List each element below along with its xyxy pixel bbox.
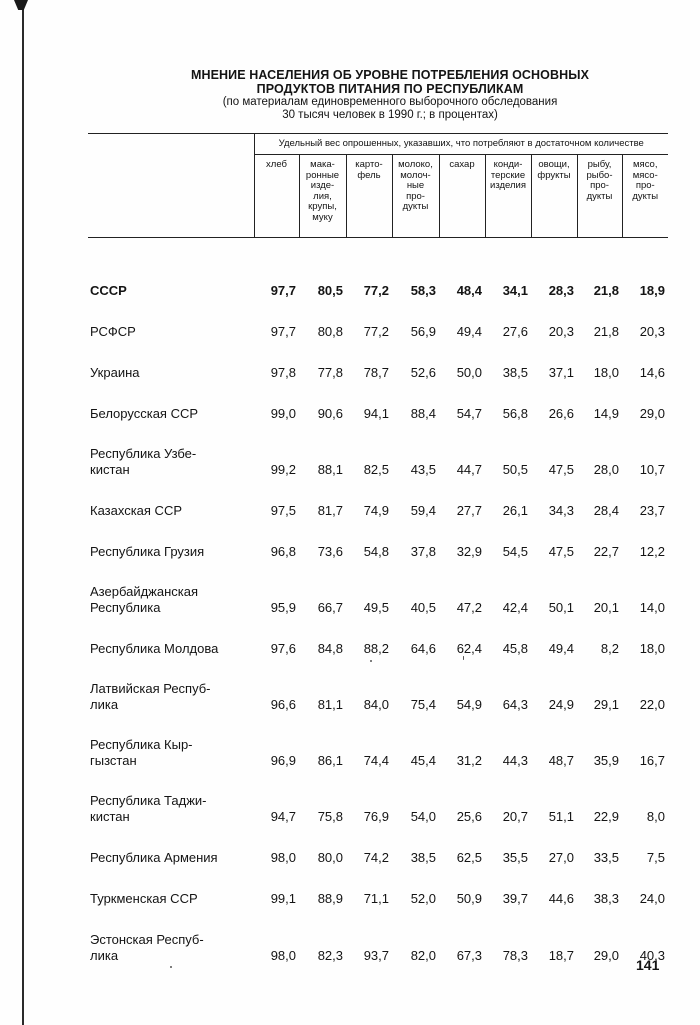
value-cell: 99,1 [270,890,296,906]
value-cell: 32,9 [456,543,482,559]
column-header-line: лия, [313,190,332,202]
republic-name [88,714,254,770]
table-row [88,908,668,965]
value-cell: 25,6 [456,808,482,824]
value-cell: 50,0 [456,364,482,380]
stub-header [88,134,254,238]
value-cell: 75,8 [317,808,343,824]
republic-name-line: Республика [90,599,161,615]
republic-name-line: Республика Таджи- [90,793,207,808]
value-cell: 77,2 [363,323,389,339]
value-cell: 34,1 [502,282,528,298]
republic-name [88,561,254,617]
republic-name [88,826,254,867]
column-header [346,155,392,238]
table-row [88,479,668,520]
value-cell: 80,8 [317,323,343,339]
table-row [88,423,668,479]
value-cell: 27,0 [548,849,574,865]
title-line-2: ПРОДУКТОВ ПИТАНИЯ ПО РЕСПУБЛИКАМ [256,82,524,96]
value-cell: 44,6 [548,890,574,906]
value-cell: 18,0 [593,364,619,380]
value-cell: 29,0 [593,947,619,963]
value-cell: 74,4 [363,752,389,768]
column-header-line: крупы, [308,201,337,212]
republic-name-line: Украина [90,364,140,380]
value-cell: 40,3 [639,947,665,963]
value-cell: 7,5 [646,849,665,865]
value-cell: 31,2 [456,752,482,768]
column-header-line: изделия [490,180,526,191]
value-cell: 27,7 [456,502,482,518]
column-header-line: изде- [310,180,335,191]
value-cell: 71,1 [363,890,389,906]
value-cell: 45,4 [410,752,436,768]
value-cell: 67,3 [456,947,482,963]
value-cell: 54,7 [456,405,482,421]
value-cell: 35,9 [593,752,619,768]
value-cell: 80,0 [317,849,343,865]
value-cell: 54,0 [410,808,436,824]
value-cell: 10,7 [639,461,665,477]
value-cell: 58,3 [410,282,436,298]
value-cell: 50,9 [456,890,482,906]
value-cell: 33,5 [593,849,619,865]
column-header-line: про- [590,180,609,191]
corner-mark [14,0,28,10]
value-cell: 23,7 [639,502,665,518]
column-header-line: молоко, [398,159,433,170]
scan-speck [170,966,172,968]
value-cell: 74,9 [363,502,389,518]
republic-name-line: Азербайджанская [90,584,199,599]
value-cell: 18,9 [639,282,665,298]
value-cell: 20,3 [639,323,665,339]
table-row [88,300,668,341]
column-header [254,155,299,238]
value-cell: 28,3 [548,282,574,298]
value-cell: 59,4 [410,502,436,518]
value-cell: 99,0 [270,405,296,421]
value-cell: 45,8 [502,640,528,656]
value-cell: 38,3 [593,890,619,906]
column-header-line: мясо, [633,159,658,170]
value-cell: 94,7 [270,808,296,824]
value-cell: 77,2 [363,282,389,298]
column-header-line: хлеб [266,159,287,170]
republic-name-line: кистан [90,461,130,477]
value-cell: 12,2 [639,543,665,559]
republic-name [88,520,254,561]
value-cell: 97,7 [270,323,296,339]
value-cell: 44,7 [456,461,482,477]
value-cell: 29,1 [593,696,619,712]
table-row [88,658,668,714]
group-header-text: Удельный вес опрошенных, указавших, что потребляют в достаточном количестве [278,138,644,149]
column-header-line: конди- [493,159,523,170]
value-cell: 18,7 [548,947,574,963]
value-cell: 20,3 [548,323,574,339]
republic-name-line: лика [90,947,119,963]
column-header [485,155,531,238]
column-header-line: ронные [305,169,340,181]
table-row [88,520,668,561]
value-cell: 98,0 [270,947,296,963]
value-cell: 34,3 [548,502,574,518]
republic-name-line: гызстан [90,752,137,768]
value-cell: 44,3 [502,752,528,768]
table-row [88,238,668,300]
value-cell: 84,0 [363,696,389,712]
column-header-line: дукты [586,190,613,202]
republic-name [88,617,254,658]
value-cell: 81,7 [317,502,343,518]
value-cell: 39,7 [502,890,528,906]
republic-name [88,238,254,300]
value-cell: 28,4 [593,502,619,518]
column-header [577,155,622,238]
value-cell: 37,1 [548,364,574,380]
value-cell: 51,1 [548,808,574,824]
value-cell: 47,5 [548,543,574,559]
value-cell: 38,5 [410,849,436,865]
value-cell: 47,5 [548,461,574,477]
value-cell: 95,9 [270,599,296,615]
column-header-line: сахар [449,159,475,170]
value-cell: 21,8 [593,282,619,298]
value-cell: 52,6 [410,364,436,380]
table-row [88,714,668,770]
value-cell: 64,6 [410,640,436,656]
value-cell: 73,6 [317,543,343,559]
republic-name-line: Эстонская Респуб- [90,932,204,947]
republic-name-line: Республика Грузия [90,543,205,559]
republic-name [88,867,254,908]
value-cell: 54,9 [456,696,482,712]
value-cell: 22,9 [593,808,619,824]
value-cell: 26,6 [548,405,574,421]
value-cell: 20,1 [593,599,619,615]
column-header-line: терские [490,169,526,181]
republic-name [88,658,254,714]
value-cell: 14,0 [639,599,665,615]
value-cell: 48,4 [456,282,482,298]
value-cell: 75,4 [410,696,436,712]
value-cell: 77,8 [317,364,343,380]
value-cell: 22,0 [639,696,665,712]
value-cell: 29,0 [639,405,665,421]
table-row [88,382,668,423]
value-cell: 82,5 [363,461,389,477]
republic-name-line: СССР [90,282,127,298]
page-binding-edge [22,0,24,1025]
value-cell: 37,8 [410,543,436,559]
value-cell: 16,7 [639,752,665,768]
column-header [622,155,668,238]
column-header [531,155,577,238]
column-header [392,155,439,238]
column-header-line: мясо- [632,169,658,181]
table-row [88,561,668,617]
value-cell: 22,7 [593,543,619,559]
value-cell: 81,1 [317,696,343,712]
value-cell: 20,7 [502,808,528,824]
column-header-line: карто- [355,159,383,170]
table-row [88,826,668,867]
republic-name-line: лика [90,696,119,712]
value-cell: 84,8 [317,640,343,656]
value-cell: 49,5 [363,599,389,615]
group-header [254,134,668,155]
title-line-1: МНЕНИЕ НАСЕЛЕНИЯ ОБ УРОВНЕ ПОТРЕБЛЕНИЯ ОСНОВНЫХ [190,68,590,82]
title-block [120,68,660,122]
republic-name-line: Казахская ССР [90,502,183,518]
value-cell: 93,7 [363,947,389,963]
table-body [88,238,668,965]
column-header-line: фель [357,169,381,181]
value-cell: 28,0 [593,461,619,477]
value-cell: 66,7 [317,599,343,615]
value-cell: 82,3 [317,947,343,963]
column-header [439,155,485,238]
column-header-line: рыбо- [586,169,613,181]
table-row [88,867,668,908]
value-cell: 97,5 [270,502,296,518]
value-cell: 80,5 [317,282,343,298]
value-cell: 64,3 [502,696,528,712]
value-cell: 50,5 [502,461,528,477]
value-cell: 62,4 [456,640,482,656]
value-cell: 76,9 [363,808,389,824]
republic-name-line: кистан [90,808,130,824]
value-cell: 98,0 [270,849,296,865]
republic-name-line: Республика Кыр- [90,737,193,752]
value-cell: 14,9 [593,405,619,421]
value-cell: 94,1 [363,405,389,421]
value-cell: 48,7 [548,752,574,768]
column-header-line: фрукты [537,169,571,181]
column-header-line: дукты [402,201,429,212]
table-row [88,341,668,382]
subtitle-line-1: (по материалам единовременного выборочного обследования [222,96,558,108]
value-cell: 47,2 [456,599,482,615]
value-cell: 82,0 [410,947,436,963]
value-cell: 78,3 [502,947,528,963]
republic-name [88,770,254,826]
table-row [88,617,668,658]
republic-name-line: Белорусская ССР [90,405,199,421]
column-header [299,155,346,238]
value-cell: 54,5 [502,543,528,559]
value-cell: 97,6 [270,640,296,656]
value-cell: 56,9 [410,323,436,339]
value-cell: 24,9 [548,696,574,712]
value-cell: 42,4 [502,599,528,615]
value-cell: 88,1 [317,461,343,477]
value-cell: 49,4 [548,640,574,656]
column-header-line: про- [406,190,425,202]
republic-name [88,479,254,520]
republic-name-line: Латвийская Респуб- [90,681,211,696]
scan-speck [463,656,464,660]
republic-name [88,341,254,382]
value-cell: 50,1 [548,599,574,615]
value-cell: 49,4 [456,323,482,339]
value-cell: 8,0 [646,808,665,824]
column-header-line: дукты [632,190,659,202]
republic-name [88,908,254,965]
subtitle-line-2: 30 тысяч человек в 1990 г.; в процентах) [282,109,498,121]
value-cell: 21,8 [593,323,619,339]
republic-name-line: Республика Молдова [90,640,219,656]
value-cell: 96,9 [270,752,296,768]
value-cell: 97,8 [270,364,296,380]
value-cell: 35,5 [502,849,528,865]
value-cell: 88,9 [317,890,343,906]
republic-name [88,300,254,341]
value-cell: 88,4 [410,405,436,421]
value-cell: 88,2 [363,640,389,656]
column-header-line: овощи, [538,159,570,170]
republic-name [88,423,254,479]
value-cell: 38,5 [502,364,528,380]
page-number: 141 [636,957,660,973]
republic-name-line: Республика Узбе- [90,446,197,461]
value-cell: 26,1 [502,502,528,518]
value-cell: 99,2 [270,461,296,477]
value-cell: 43,5 [410,461,436,477]
republic-name [88,382,254,423]
value-cell: 24,0 [639,890,665,906]
value-cell: 40,5 [410,599,436,615]
value-cell: 96,6 [270,696,296,712]
republic-name-line: Туркменская ССР [90,890,198,906]
table-row [88,770,668,826]
republic-name-line: Республика Армения [90,849,218,865]
column-header-line: муку [312,211,333,223]
value-cell: 52,0 [410,890,436,906]
republic-name-line: РСФСР [90,323,136,339]
value-cell: 86,1 [317,752,343,768]
consumption-table [88,133,668,965]
value-cell: 62,5 [456,849,482,865]
value-cell: 54,8 [363,543,389,559]
column-header-line: рыбу, [587,159,612,170]
value-cell: 14,6 [639,364,665,380]
scan-speck [370,660,372,662]
column-header-line: ные [406,180,425,191]
value-cell: 78,7 [363,364,389,380]
value-cell: 97,7 [270,282,296,298]
value-cell: 56,8 [502,405,528,421]
value-cell: 18,0 [639,640,665,656]
value-cell: 8,2 [600,640,619,656]
value-cell: 74,2 [363,849,389,865]
column-header-line: молоч- [400,169,431,181]
column-header-line: про- [635,180,655,191]
value-cell: 96,8 [270,543,296,559]
column-header-line: мака- [310,159,335,170]
value-cell: 90,6 [317,405,343,421]
value-cell: 27,6 [502,323,528,339]
